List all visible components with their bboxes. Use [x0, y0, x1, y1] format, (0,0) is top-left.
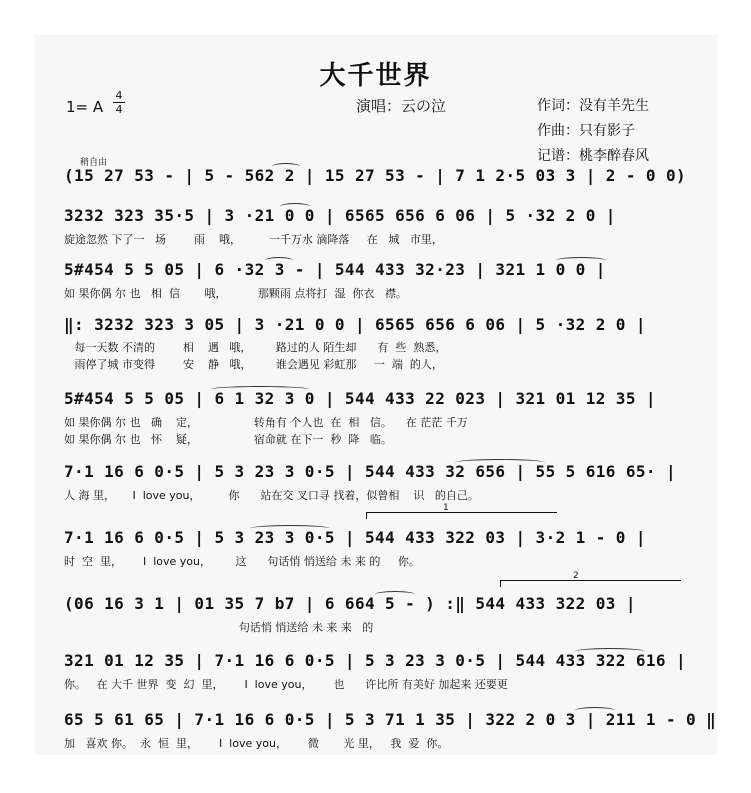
tempo-marking: 稍自由 — [80, 158, 108, 168]
singer-credit: 演唱：云の泣 — [356, 97, 447, 115]
volta-bracket-2 — [500, 571, 681, 587]
slur-mark — [575, 707, 615, 714]
slur-mark — [556, 257, 606, 264]
music-line-9: 321 01 12 35 | 7·1 16 6 0·5 | 5 3 23 3 0·5 | 544 433 322 616 | — [64, 651, 687, 670]
slur-mark — [210, 386, 310, 393]
lyric-line-9: 句话悄 悄送给 未 来 来 的 — [64, 621, 374, 634]
slur-mark — [455, 459, 545, 466]
key-signature: 1= A — [66, 98, 104, 116]
time-signature-bottom: 4 — [115, 103, 123, 116]
lyric-line-6: 如 果你偶 尔 也 怀 疑， 宿命就 在下一 秒 降 临。 — [64, 433, 392, 446]
music-line-10: 65 5 61 65 | 7·1 16 6 0·5 | 5 3 71 1 35 | 322 2 0 3 | 211 1 - 0 ‖ — [64, 710, 717, 729]
slur-mark — [265, 257, 293, 264]
music-line-6: 7·1 16 6 0·5 | 5 3 23 3 0·5 | 544 433 32 656 | 55 5 616 65· | — [64, 462, 677, 481]
song-title: 大千世界 — [319, 61, 432, 91]
lyric-line-5: 如 果你偶 尔 也 确 定， 转角有 个人也 在 相 信。 在 茫茫 千万 — [64, 416, 468, 429]
music-line-3: 5#454 5 5 05 | 6 ·32 3 - | 544 433 32·23 | 321 1 0 0 | — [64, 260, 606, 279]
lyric-line-1: 旋途忽然 下了一 场 雨 哦， 一千万水 滴降落 在 城 市里， — [64, 233, 443, 246]
music-line-4: ‖: 3232 323 3 05 | 3 ·21 0 0 | 6565 656 6 06 | 5 ·32 2 0 | — [64, 315, 646, 334]
music-line-7: 7·1 16 6 0·5 | 5 3 23 3 0·5 | 544 433 322 03 | 3·2 1 - 0 | — [64, 528, 646, 547]
slur-mark — [280, 203, 310, 210]
composer-credit: 作曲：只有影子 — [537, 123, 635, 139]
slur-mark — [575, 648, 645, 655]
music-line-2: 3232 323 35·5 | 3 ·21 0 0 | 6565 656 6 06 | 5 ·32 2 0 | — [64, 206, 616, 225]
lyric-line-3: 每一天数 不清的 相 遇 哦， 路过的人 陌生却 有 些 熟悉， — [64, 341, 447, 354]
lyric-line-2: 如 果你偶 尔 也 相 信 哦， 那颗雨 点将打 湿 你衣 襟。 — [64, 287, 407, 300]
music-line-1: (15 27 53 - | 5 - 562 2 | 15 27 53 - | 7 1 2·5 03 3 | 2 - 0 0) — [64, 166, 687, 185]
time-signature — [113, 90, 125, 115]
lyric-line-4: 雨停了城 市变得 安 静 哦， 谁会遇见 彩虹那 一 端 的人， — [64, 358, 443, 371]
time-signature-top: 4 — [115, 89, 123, 102]
music-line-8: (06 16 3 1 | 01 35 7 b7 | 6 664 5 - ) :‖ 544 433 322 03 | — [64, 594, 636, 613]
volta-label-1: 1 — [443, 503, 449, 513]
transcriber-credit: 记谱：桃李醉春风 — [537, 148, 649, 164]
lyricist-credit: 作词：没有羊先生 — [537, 98, 649, 114]
slur-mark — [272, 163, 300, 170]
lyric-line-8: 时 空 里， I love you， 这 句话悄 悄送给 未 来 的 你。 — [64, 555, 420, 568]
volta-label-2: 2 — [573, 571, 579, 581]
lyric-line-11: 加 喜欢 你。 永 恒 里， I love you， 微 光 里， 我 爱 你。 — [64, 737, 449, 750]
slur-mark — [250, 525, 330, 532]
slur-mark — [375, 591, 415, 598]
lyric-line-10: 你。 在 大千 世界 变 幻 里， I love you， 也 许比所 有美好 加起来 还要更 — [64, 678, 508, 691]
volta-bracket-1 — [366, 503, 557, 519]
music-line-5: 5#454 5 5 05 | 6 1 32 3 0 | 544 433 22 023 | 321 01 12 35 | — [64, 389, 656, 408]
lyric-line-7: 人 海 里， I love you， 你 站在交 叉口寻 找着，似曾相 识 的自己。 — [64, 489, 479, 502]
